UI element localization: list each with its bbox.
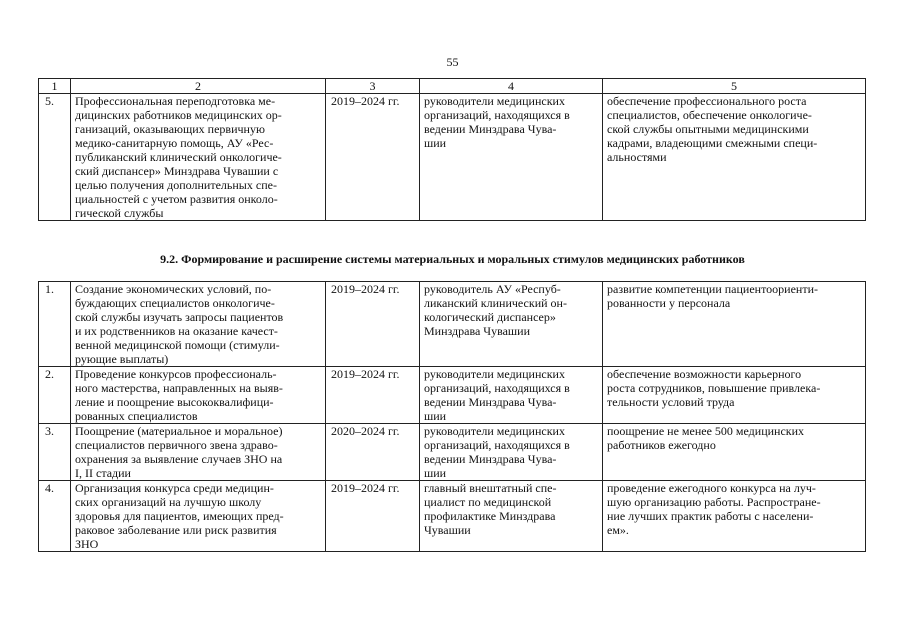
measures-table-top (38, 78, 866, 221)
column-number: 3 (326, 79, 420, 94)
result-cell: развитие компетенции пациентоориенти- рованности у персонала (603, 282, 866, 367)
result-cell: обеспечение возможности карьерного роста сотрудников, повышение привлека- тельности условий труда (603, 367, 866, 424)
row-number: 5. (39, 94, 71, 221)
section-title: 9.2. Формирование и расширение системы материальных и моральных стимулов медицинских работников (160, 252, 745, 266)
result-cell: проведение ежегодного конкурса на луч- шую организацию работы. Распростране- ние лучших практик работы с населени- ем». (603, 481, 866, 552)
column-number: 4 (420, 79, 603, 94)
responsible-cell: руководители медицинских организаций, находящихся в ведении Минздрава Чува- шии (420, 367, 603, 424)
column-number: 2 (71, 79, 326, 94)
table-row (39, 367, 866, 424)
period-cell: 2019–2024 гг. (326, 282, 420, 367)
result-cell: обеспечение профессионального роста специалистов, обеспечение онкологиче- ской службы опытными медицинскими кадрами, владеющими смежными специ- альностями (603, 94, 866, 221)
responsible-cell: руководители медицинских организаций, находящихся в ведении Минздрава Чува- шии (420, 94, 603, 221)
row-number: 1. (39, 282, 71, 367)
activity-cell: Создание экономических условий, по- буждающих специалистов онкологиче- ской службы изучать запросы пациентов и их родственников на оказание качест- венной медицинской помощи (стимули- рующие выплаты) (71, 282, 326, 367)
column-number: 1 (39, 79, 71, 94)
period-cell: 2019–2024 гг. (326, 367, 420, 424)
responsible-cell: руководители медицинских организаций, находящихся в ведении Минздрава Чува- шии (420, 424, 603, 481)
activity-cell: Профессиональная переподготовка ме- дицинских работников медицинских ор- ганизаций, оказывающих первичную медико-санитарную помощь, АУ «Рес- публиканский клинический онкологиче- ский диспансер» Минздрава Чувашии с целью получения дополнительных спе- циальностей с учетом развития онколо- гической службы (71, 94, 326, 221)
activity-cell: Проведение конкурсов профессиональ- ного мастерства, направленных на выяв- ление и поощрение высококвалифици- рованных специалистов (71, 367, 326, 424)
table-row (39, 94, 866, 221)
row-number: 2. (39, 367, 71, 424)
table-row (39, 481, 866, 552)
row-number: 4. (39, 481, 71, 552)
result-cell: поощрение не менее 500 медицинских работников ежегодно (603, 424, 866, 481)
activity-cell: Поощрение (материальное и моральное) специалистов первичного звена здраво- охранения за выявление случаев ЗНО на I, II стадии (71, 424, 326, 481)
measures-table-bottom (38, 281, 866, 552)
table-row (39, 282, 866, 367)
responsible-cell: главный внештатный спе- циалист по медицинской профилактике Минздрава Чувашии (420, 481, 603, 552)
period-cell: 2019–2024 гг. (326, 94, 420, 221)
period-cell: 2019–2024 гг. (326, 481, 420, 552)
row-number: 3. (39, 424, 71, 481)
period-cell: 2020–2024 гг. (326, 424, 420, 481)
column-number: 5 (603, 79, 866, 94)
table-row (39, 424, 866, 481)
responsible-cell: руководитель АУ «Респуб- ликанский клинический он- кологический диспансер» Минздрава Чувашии (420, 282, 603, 367)
activity-cell: Организация конкурса среди медицин- ских организаций на лучшую школу здоровья для пациентов, имеющих пред- раковое заболевание или риск развития ЗНО (71, 481, 326, 552)
column-number-row (39, 79, 866, 94)
page-number: 55 (446, 55, 459, 69)
